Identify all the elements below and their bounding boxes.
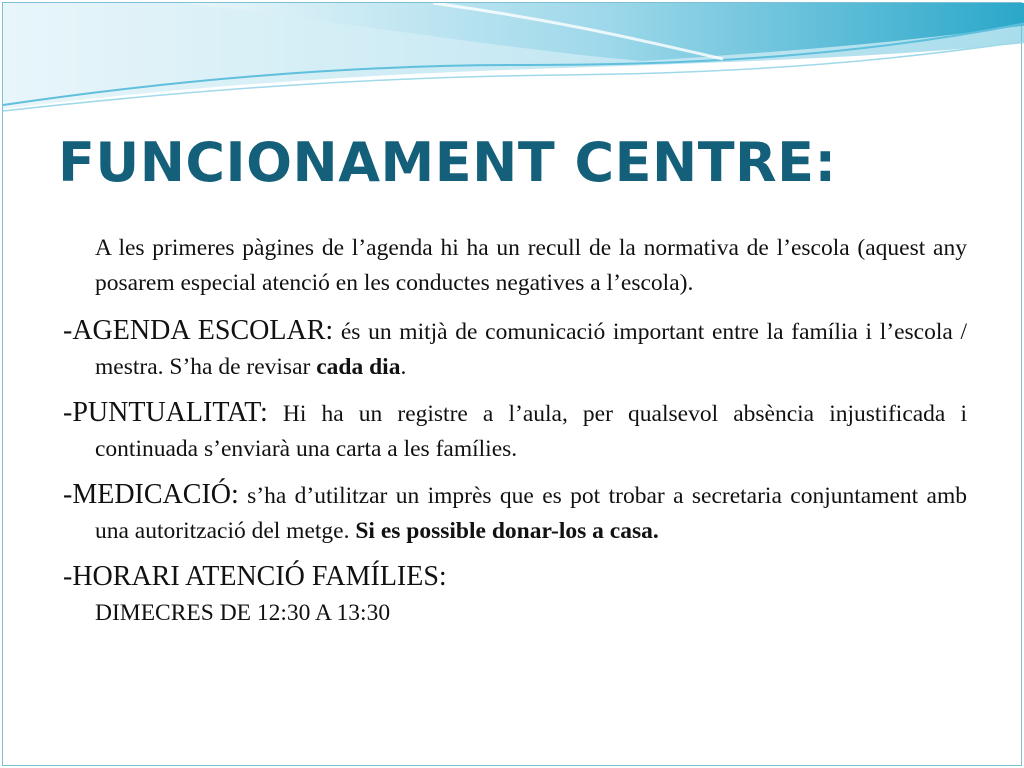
item-dash: - xyxy=(63,397,73,428)
item-agenda xyxy=(63,313,967,385)
item-text-after: . xyxy=(400,354,407,380)
item-heading: AGENDA ESCOLAR: xyxy=(72,315,334,346)
schedule-text: DIMECRES DE 12:30 A 13:30 xyxy=(95,600,391,626)
item-dash: - xyxy=(63,315,73,346)
slide-title: FUNCIONAMENT CENTRE: xyxy=(58,131,837,194)
item-heading: PUNTUALITAT: xyxy=(72,397,268,428)
item-medicacio xyxy=(63,477,967,549)
item-dash: - xyxy=(63,561,73,592)
item-bold-text: cada dia xyxy=(316,354,401,380)
item-heading: MEDICACIÓ: xyxy=(72,479,239,510)
item-text: Hi ha un registre a l’aula, per qualsevol absència injustificada i continuada s’enviarà una carta a les famílies. xyxy=(95,401,967,462)
item-heading: HORARI ATENCIÓ FAMÍLIES: xyxy=(72,561,447,592)
item-puntualitat xyxy=(63,395,967,467)
slide-body xyxy=(63,231,967,631)
slide xyxy=(2,2,1022,766)
item-bold-text: Si es possible donar-los a casa. xyxy=(355,518,659,544)
item-text: s’ha d’utilitzar un imprès que es pot trobar a secretaria conjuntament amb una autorització del metge. xyxy=(95,483,967,544)
item-horari xyxy=(63,559,967,596)
item-text: és un mitjà de comunicació important entre la família i l’escola / mestra. S’ha de revisar xyxy=(95,319,967,380)
header-wave-decoration xyxy=(3,3,1024,113)
item-dash: - xyxy=(63,479,73,510)
intro-paragraph: A les primeres pàgines de l’agenda hi ha un recull de la normativa de l’escola (aquest any posarem especial atenció en les conductes negatives a l’escola). xyxy=(95,235,967,296)
